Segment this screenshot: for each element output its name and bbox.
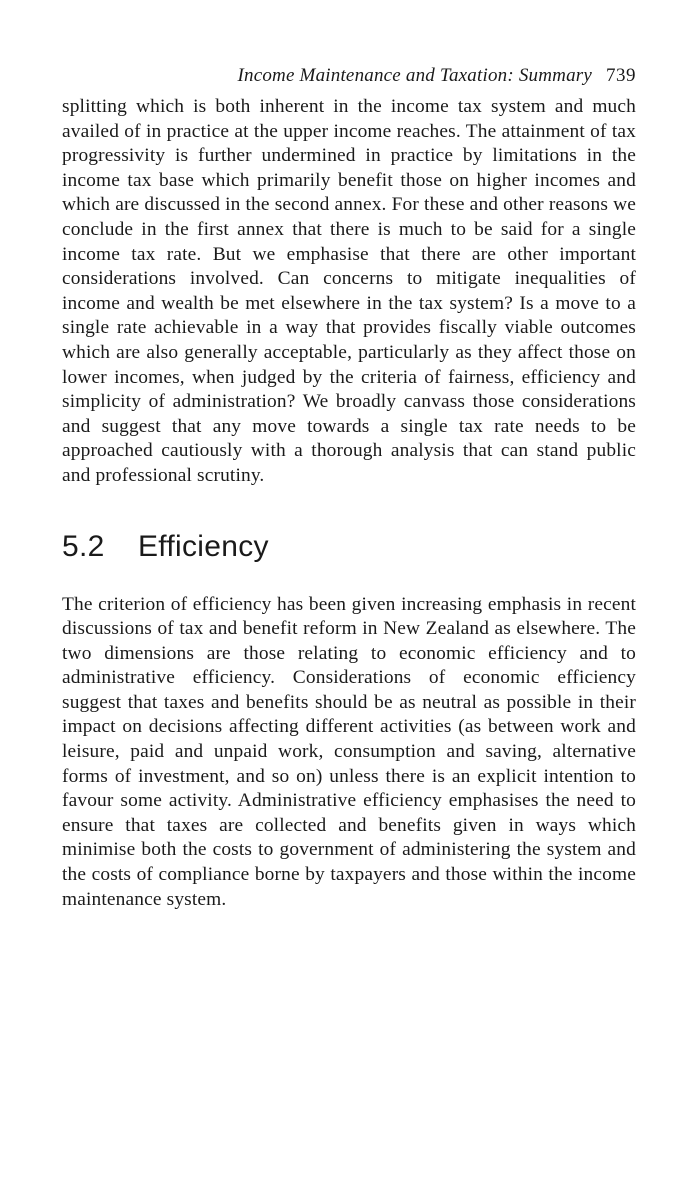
section-number: 5.2 [62,529,105,563]
page-number: 739 [606,65,636,86]
section-title: Efficiency [138,529,269,563]
body-paragraph: splitting which is both inherent in the income tax system and much availed of in practice at the upper income reaches. The attainment of tax progressivity is further undermined in practice by limitations in the income tax base which primarily benefit those on higher incomes and which are discussed in the second annex. For these and other reasons we conclude in the first annex that there is much to be said for a single income tax rate. But we emphasise that there are other important considerations involved. Can concerns to mitigate inequalities of income and wealth be met elsewhere in the tax system? Is a move to a single rate achievable in a way that provides fiscally viable outcomes which are also generally acceptable, particularly as they affect those on lower incomes, when judged by the criteria of fairness, efficiency and simplicity of administration? We broadly canvass those considerations and suggest that any move towards a single tax rate needs to be approached cautiously with a thorough analysis that can stand public and professional scrutiny. [62,96,636,486]
section-heading [62,527,636,567]
running-title: Income Maintenance and Taxation: Summary [237,65,592,86]
running-header [62,64,636,88]
book-page [62,64,636,912]
body-paragraph: The criterion of efficiency has been given increasing emphasis in recent discussions of tax and benefit reform in New Zealand as elsewhere. The two dimensions are those relating to economic efficiency and to administrative efficiency. Considerations of economic efficiency suggest that taxes and benefits should be as neutral as possible in their impact on decisions affecting different activities (as between work and leisure, paid and unpaid work, consumption and saving, alternative forms of investment, and so on) unless there is an explicit intention to favour some activity. Administrative efficiency emphasises the need to ensure that taxes are collected and benefits given in ways which minimise both the costs to government of administering the system and the costs of compliance borne by taxpayers and those within the income maintenance system. [62,593,636,910]
